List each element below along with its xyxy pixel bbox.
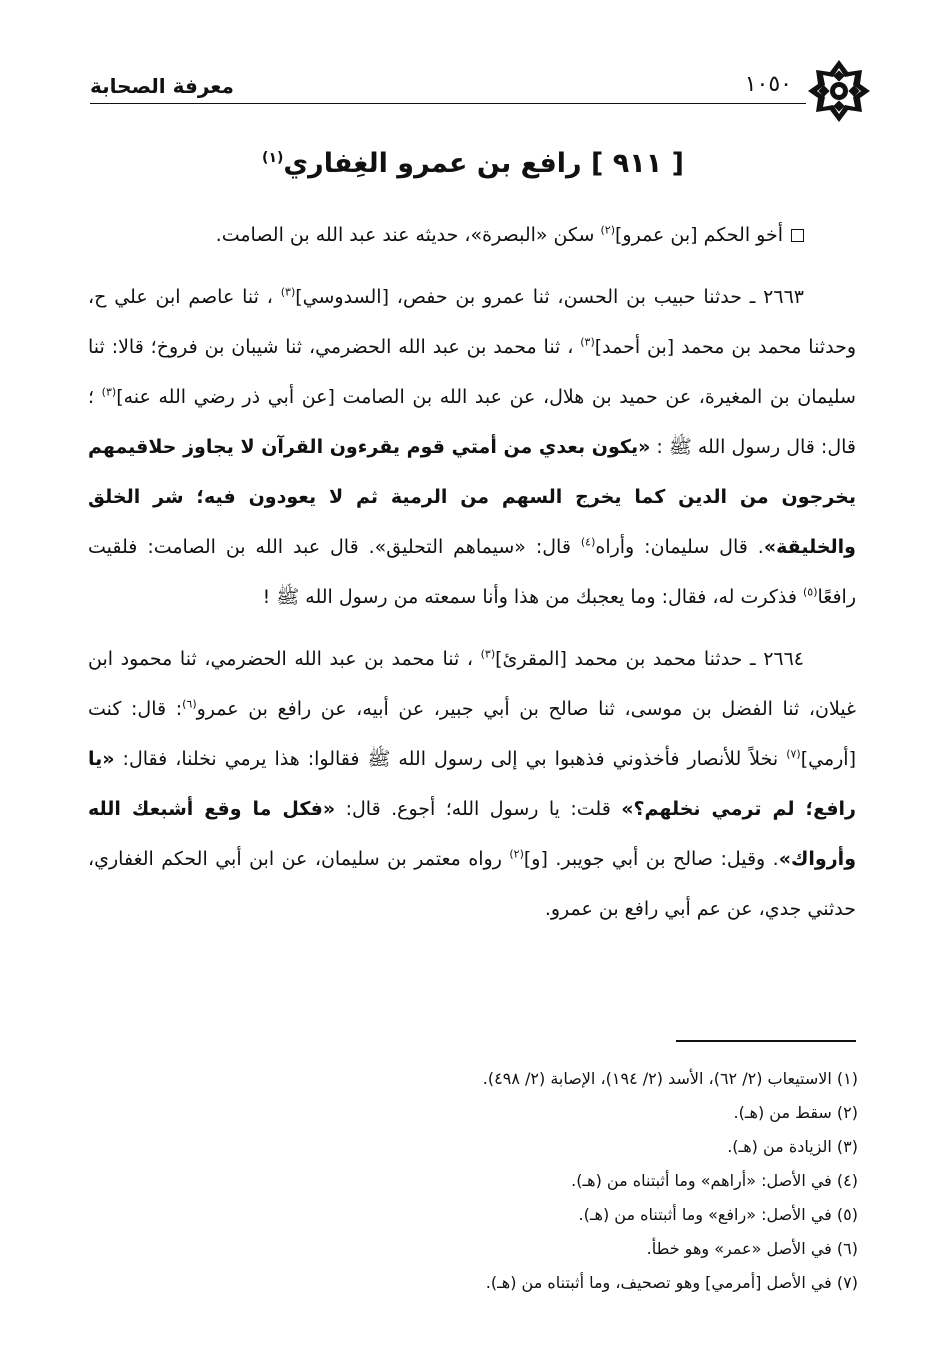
- hadith-text: رواه معتمر بن سليمان، عن ابن أبي الحكم الغفاري، حدثني جدي، عن عم أبي رافع بن عمرو.: [88, 848, 856, 920]
- footnote-ref: (٣): [580, 335, 595, 349]
- intro-paragraph: [88, 210, 856, 260]
- intro-text: أخو الحكم [بن عمرو]: [615, 224, 783, 246]
- footnotes: [158, 1062, 858, 1300]
- footnote-ref: (٤): [580, 535, 596, 549]
- footnote-ref: (٢): [600, 223, 615, 237]
- footnote: (٢) سقط من (هـ).: [733, 1103, 858, 1122]
- hadith-text: فذكرت له، فقال: وما يعجبك من هذا وأنا سمعته من رسول الله ﷺ !: [262, 586, 803, 608]
- footnote-ref: (١): [262, 150, 284, 166]
- hadith-text: . وقيل: صالح بن أبي جويبر. [و]: [523, 848, 779, 870]
- footnote-ref: (٢): [509, 847, 524, 861]
- footnote: (٧) في الأصل [أمرمي] وهو تصحيف، وما أثبتناه من (هـ).: [485, 1273, 858, 1292]
- footnote: (٣) الزيادة من (هـ).: [727, 1137, 858, 1156]
- footnote-ref: (٣): [480, 647, 496, 661]
- hadith-2664: [88, 634, 856, 934]
- hadith-text: ٢٦٦٤ ـ حدثنا محمد بن محمد [المقرئ]: [495, 648, 805, 670]
- footnote-ref: (٦): [182, 697, 197, 711]
- prophetic-quote: «فكل ما وقع أشبعك الله وأرواك»: [88, 798, 857, 870]
- page-number: ١٠٥٠: [744, 72, 792, 97]
- hadith-text: قال: «سيماهم التحليق». قال عبد الله بن الصامت: فلقيت رافعًا: [88, 536, 856, 608]
- hadith-text: قلت: يا رسول الله؛ أجوع. قال:: [335, 798, 622, 820]
- main-text: [88, 210, 856, 946]
- prophetic-quote: «يكون بعدي من أمتي قوم يقرءون القرآن لا يجاوز حلاقيمهم يخرجون من الدين كما يخرج السهم من الرمية ثم لا يعودون فيه؛ شر الخلق والخليقة»: [88, 436, 856, 558]
- running-title: معرفة الصحابة: [90, 74, 234, 98]
- section-heading-text: [ ٩١١ ] رافع بن عمرو الغِفاري: [283, 148, 684, 179]
- header-rule: [90, 103, 806, 104]
- hadith-text: . قال سليمان: وأراه: [595, 536, 764, 558]
- footnote-ref: (٥): [802, 585, 818, 599]
- hadith-text: نخلاً للأنصار فأخذوني فذهبوا بي إلى رسول الله ﷺ فقالوا: هذا يرمي نخلنا، فقال:: [114, 748, 787, 770]
- footnote: (٥) في الأصل: «رافع» وما أثبتناه من (هـ).: [578, 1205, 858, 1224]
- footnote-rule: [676, 1040, 856, 1042]
- hadith-text: ، ثنا محمد بن عبد الله الحضرمي، ثنا محمود ابن غيلان، ثنا الفضل بن موسى، ثنا صالح بن أبي جبير، عن أبيه، عن رافع بن عمرو: [88, 648, 856, 720]
- ornament-icon: [806, 58, 872, 124]
- intro-text: سكن «البصرة»، حديثه عند عبد الله بن الصامت.: [215, 224, 601, 246]
- hadith-text: ، ثنا عاصم ابن علي ح، وحدثنا محمد بن محمد [بن أحمد]: [88, 286, 856, 358]
- hadith-text: : قال: كنت [أرمي]: [88, 698, 856, 770]
- footnote-ref: (٣): [280, 285, 296, 299]
- prophetic-quote: «يا رافع؛ لم ترمي نخلهم؟»: [88, 748, 856, 820]
- footnote: (٦) في الأصل «عمر» وهو خطأ.: [646, 1239, 858, 1258]
- section-heading: [90, 148, 856, 179]
- footnote-ref: (٣): [101, 385, 117, 399]
- footnote: (٤) في الأصل: «أراهم» وما أثبتناه من (هـ).: [571, 1171, 858, 1190]
- square-bullet-icon: [791, 229, 804, 242]
- footnote-ref: (٧): [786, 747, 801, 761]
- footnote: (١) الاستيعاب (٢/ ٦٢)، الأسد (٢/ ١٩٤)، الإصابة (٢/ ٤٩٨).: [482, 1069, 858, 1088]
- hadith-2663: [88, 272, 856, 622]
- hadith-text: ؛ قال: قال رسول الله ﷺ :: [88, 386, 856, 458]
- hadith-text: ، ثنا محمد بن عبد الله الحضرمي، ثنا شيبان بن فروخ؛ قالا: ثنا سليمان بن المغيرة، عن حميد بن هلال، عن عبد الله بن الصامت [عن أبي ذر رضي الله عنه]: [88, 336, 856, 408]
- running-header: [90, 62, 870, 102]
- hadith-text: ٢٦٦٣ ـ حدثنا حبيب بن الحسن، ثنا عمرو بن حفص، [السدوسي]: [295, 286, 804, 308]
